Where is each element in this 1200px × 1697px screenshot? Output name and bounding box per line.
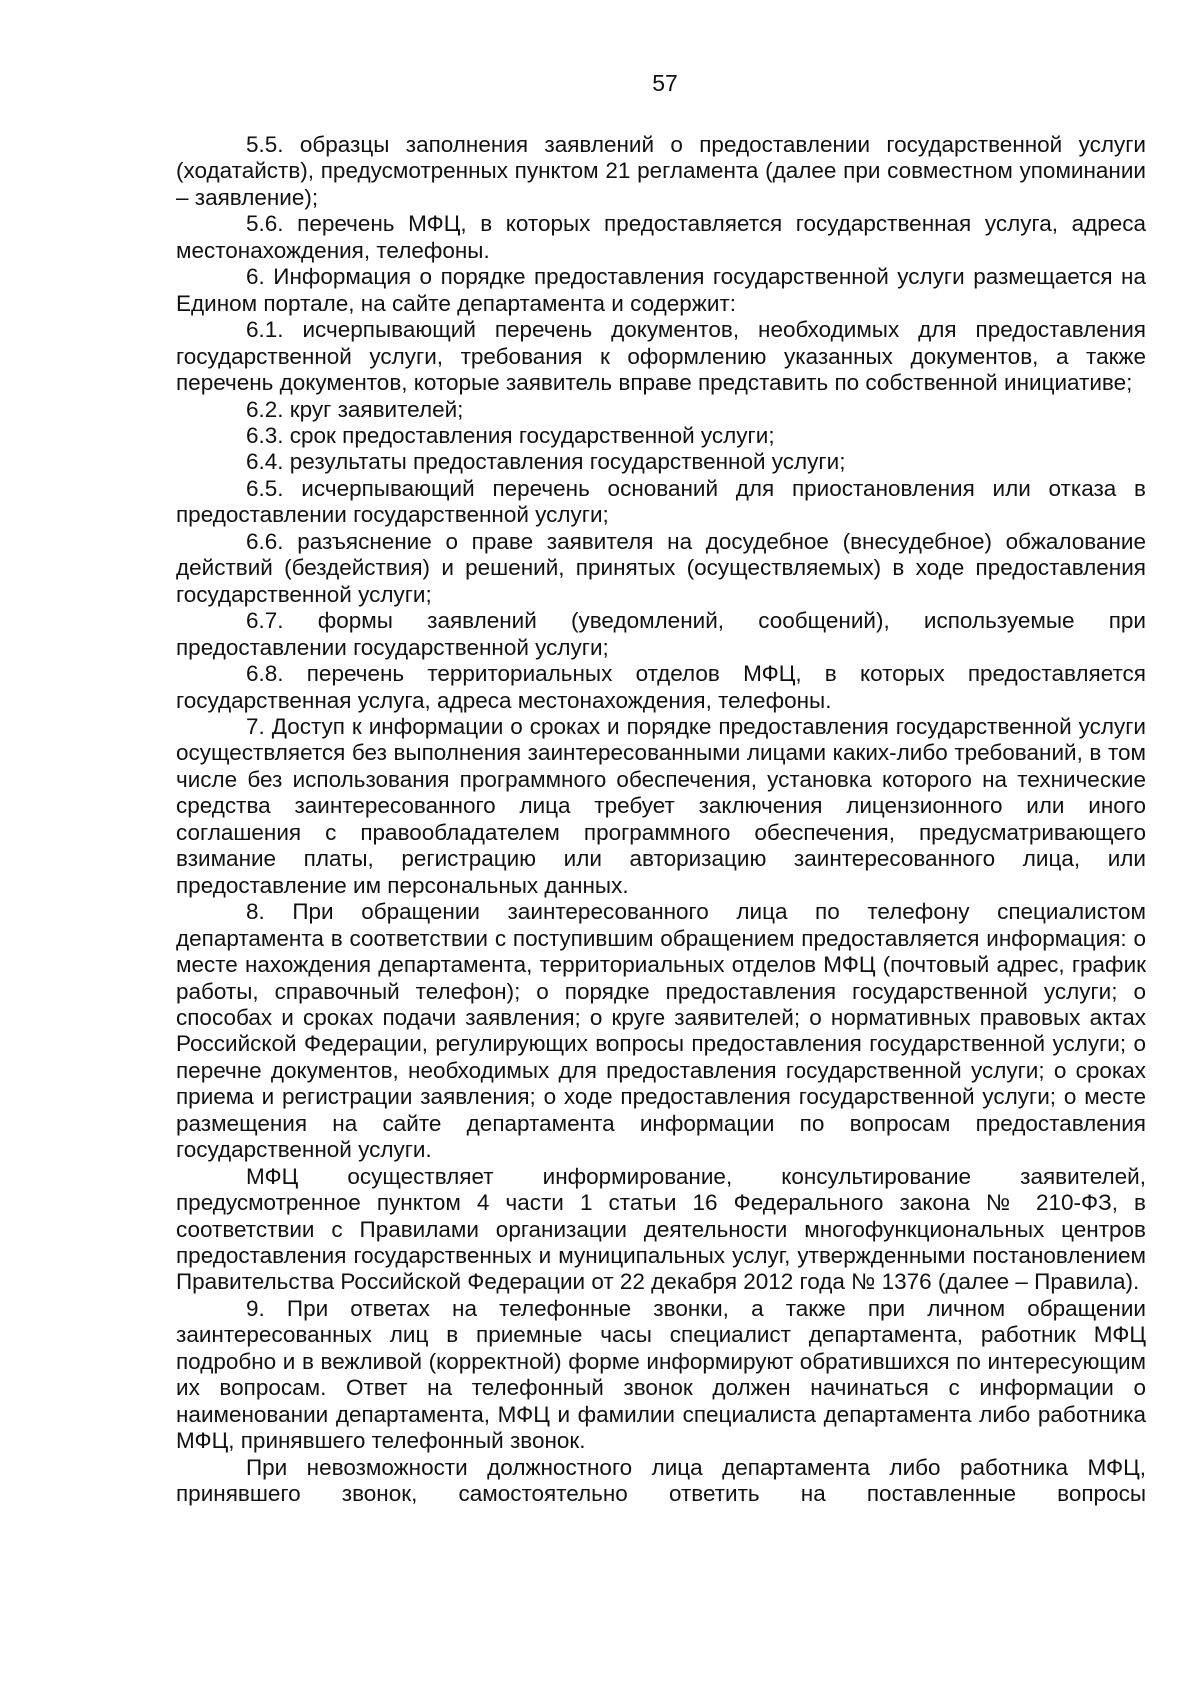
paragraph-mfc-informing: МФЦ осуществляет информирование, консультирование заявителей, предусмотренное пунктом 4 части 1 статьи 16 Федерального закона № 210-ФЗ, в соответствии с Правилами организации деятельности многофункциональных центров предоставления государственных и муниципальных услуг, утвержденными постановлением Правительства Российской Федерации от 22 декабря 2012 года № 1376 (далее – Правила). xyxy=(176,1163,1146,1295)
page-number: 57 xyxy=(652,70,678,96)
paragraph-6-1: 6.1. исчерпывающий перечень документов, необходимых для предоставления государственной услуги, требования к оформлению указанных документов, а также перечень документов, которые заявитель вправе представить по собственной инициативе; xyxy=(176,317,1146,396)
paragraph-7: 7. Доступ к информации о сроках и порядке предоставления государственной услуги осуществляется без выполнения заинтересованными лицами каких-либо требований, в том числе без использования программного обеспечения, установка которого на технические средства заинтересованного лица требует заключения лицензионного или иного соглашения с правообладателем программного обеспечения, предусматривающего взимание платы, регистрацию или авторизацию заинтересованного лица, или предоставление им персональных данных. xyxy=(176,713,1146,898)
paragraph-5-5: 5.5. образцы заполнения заявлений о предоставлении государственной услуги (ходатайств), предусмотренных пунктом 21 регламента (далее при совместном упоминании – заявление); xyxy=(176,132,1146,210)
paragraph-6-2: 6.2. круг заявителей; xyxy=(246,396,464,422)
paragraph-6-6: 6.6. разъяснение о праве заявителя на досудебное (внесудебное) обжалование действий (бездействия) и решений, принятых (осуществляемых) в ходе предоставления государственной услуги; xyxy=(176,528,1146,607)
paragraph-6-8: 6.8. перечень территориальных отделов МФЦ, в которых предоставляется государственная услуга, адреса местонахождения, телефоны. xyxy=(176,661,1146,713)
paragraph-8: 8. При обращении заинтересованного лица по телефону специалистом департамента в соответствии с поступившим обращением предоставляется информация: о месте нахождения департамента, территориальных отделов МФЦ (почтовый адрес, график работы, справочный телефон); о порядке предоставления государственной услуги; о способах и сроках подачи заявления; о круге заявителей; о нормативных правовых актах Российской Федерации, регулирующих вопросы предоставления государственной услуги; о перечне документов, необходимых для предоставления государственной услуги; о сроках приема и регистрации заявления; о ходе предоставления государственной услуги; о месте размещения на сайте департамента информации по вопросам предоставления государственной услуги. xyxy=(176,899,1146,1163)
paragraph-6-4: 6.4. результаты предоставления государственной услуги; xyxy=(246,449,846,475)
paragraph-6-7: 6.7. формы заявлений (уведомлений, сообщений), используемые при предоставлении государственной услуги; xyxy=(176,608,1146,660)
paragraph-5-6: 5.6. перечень МФЦ, в которых предоставляется государственная услуга, адреса местонахождения, телефоны. xyxy=(176,211,1146,263)
paragraph-6-5: 6.5. исчерпывающий перечень оснований для приостановления или отказа в предоставлении государственной услуги; xyxy=(176,475,1146,528)
paragraph-9: 9. При ответах на телефонные звонки, а также при личном обращении заинтересованных лиц в приемные часы специалист департамента, работник МФЦ подробно и в вежливой (корректной) форме информируют обратившихся по интересующим их вопросам. Ответ на телефонный звонок должен начинаться с информации о наименовании департамента, МФЦ и фамилии специалиста департамента либо работника МФЦ, принявшего телефонный звонок. xyxy=(176,1295,1146,1454)
document-body xyxy=(176,132,1146,1508)
paragraph-6-3: 6.3. срок предоставления государственной услуги; xyxy=(246,422,775,448)
paragraph-6: 6. Информация о порядке предоставления государственной услуги размещается на Едином портале, на сайте департамента и содержит: xyxy=(176,264,1146,316)
paragraph-continuation: При невозможности должностного лица департамента либо работника МФЦ, принявшего звонок, самостоятельно ответить на поставленные вопросы xyxy=(176,1454,1146,1507)
